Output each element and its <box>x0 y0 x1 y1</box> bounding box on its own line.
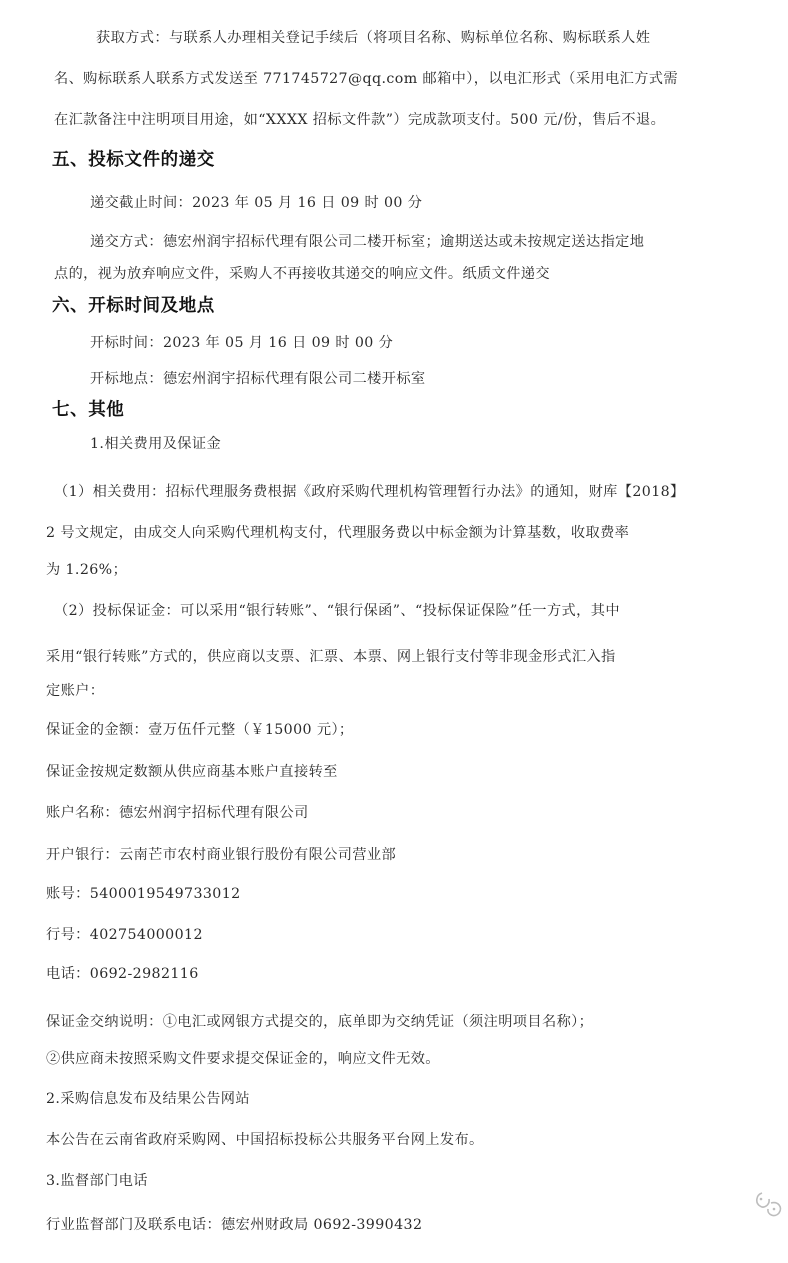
section-heading: 七、其他 <box>52 400 125 420</box>
text-line: 账号：5400019549733012 <box>46 886 241 902</box>
text-line: 递交方式：德宏州润宇招标代理有限公司二楼开标室；逾期送达或未按规定送达指定地 <box>90 234 645 250</box>
text-line: 行业监督部门及联系电话：德宏州财政局 0692-3990432 <box>46 1217 423 1233</box>
text-line: 在汇款备注中注明项目用途，如“XXXX 招标文件款”）完成款项支付。500 元/份，售后不退。 <box>54 112 666 128</box>
section-heading: 五、投标文件的递交 <box>52 150 215 170</box>
text-line: 开户银行：云南芒市农村商业银行股份有限公司营业部 <box>46 847 397 863</box>
text-line: 名、购标联系人联系方式发送至 771745727@qq.com 邮箱中），以电汇形式（采用电汇方式需 <box>54 71 678 87</box>
text-line: 点的，视为放弃响应文件，采购人不再接收其递交的响应文件。纸质文件递交 <box>54 266 550 282</box>
text-line: 2.采购信息发布及结果公告网站 <box>46 1091 250 1107</box>
text-line: 保证金的金额：壹万伍仟元整（￥15000 元）； <box>46 722 354 738</box>
text-line: 账户名称：德宏州润宇招标代理有限公司 <box>46 805 309 821</box>
text-line: 本公告在云南省政府采购网、中国招标投标公共服务平台网上发布。 <box>46 1132 484 1148</box>
section-heading: 六、开标时间及地点 <box>52 296 215 316</box>
text-line: （1）相关费用：招标代理服务费根据《政府采购代理机构管理暂行办法》的通知，财库【2018】 <box>54 484 685 500</box>
text-line: 为 1.26%； <box>46 562 128 578</box>
text-line: 电话：0692-2982116 <box>46 966 199 982</box>
text-line: 递交截止时间：2023 年 05 月 16 日 09 时 00 分 <box>90 195 423 211</box>
text-line: 开标时间：2023 年 05 月 16 日 09 时 00 分 <box>90 335 394 351</box>
text-line: （2）投标保证金：可以采用“银行转账”、“银行保函”、“投标保证保险”任一方式，其中 <box>54 603 620 619</box>
text-line: 行号：402754000012 <box>46 927 203 943</box>
watermark-icon <box>752 1185 786 1225</box>
text-line: 1.相关费用及保证金 <box>90 436 222 452</box>
text-line: 保证金交纳说明：①电汇或网银方式提交的，底单即为交纳凭证（须注明项目名称）； <box>46 1014 594 1030</box>
text-line: 开标地点：德宏州润宇招标代理有限公司二楼开标室 <box>90 371 426 387</box>
text-line: 2 号文规定，由成交人向采购代理机构支付，代理服务费以中标金额为计算基数，收取费率 <box>46 525 630 541</box>
text-line: 保证金按规定数额从供应商基本账户直接转至 <box>46 764 338 780</box>
text-line: 获取方式：与联系人办理相关登记手续后（将项目名称、购标单位名称、购标联系人姓 <box>96 30 651 46</box>
text-line: 定账户： <box>46 683 105 699</box>
text-line: 采用“银行转账”方式的，供应商以支票、汇票、本票、网上银行支付等非现金形式汇入指 <box>46 649 616 665</box>
text-line: 3.监督部门电话 <box>46 1173 148 1189</box>
text-line: ②供应商未按照采购文件要求提交保证金的，响应文件无效。 <box>46 1051 440 1067</box>
